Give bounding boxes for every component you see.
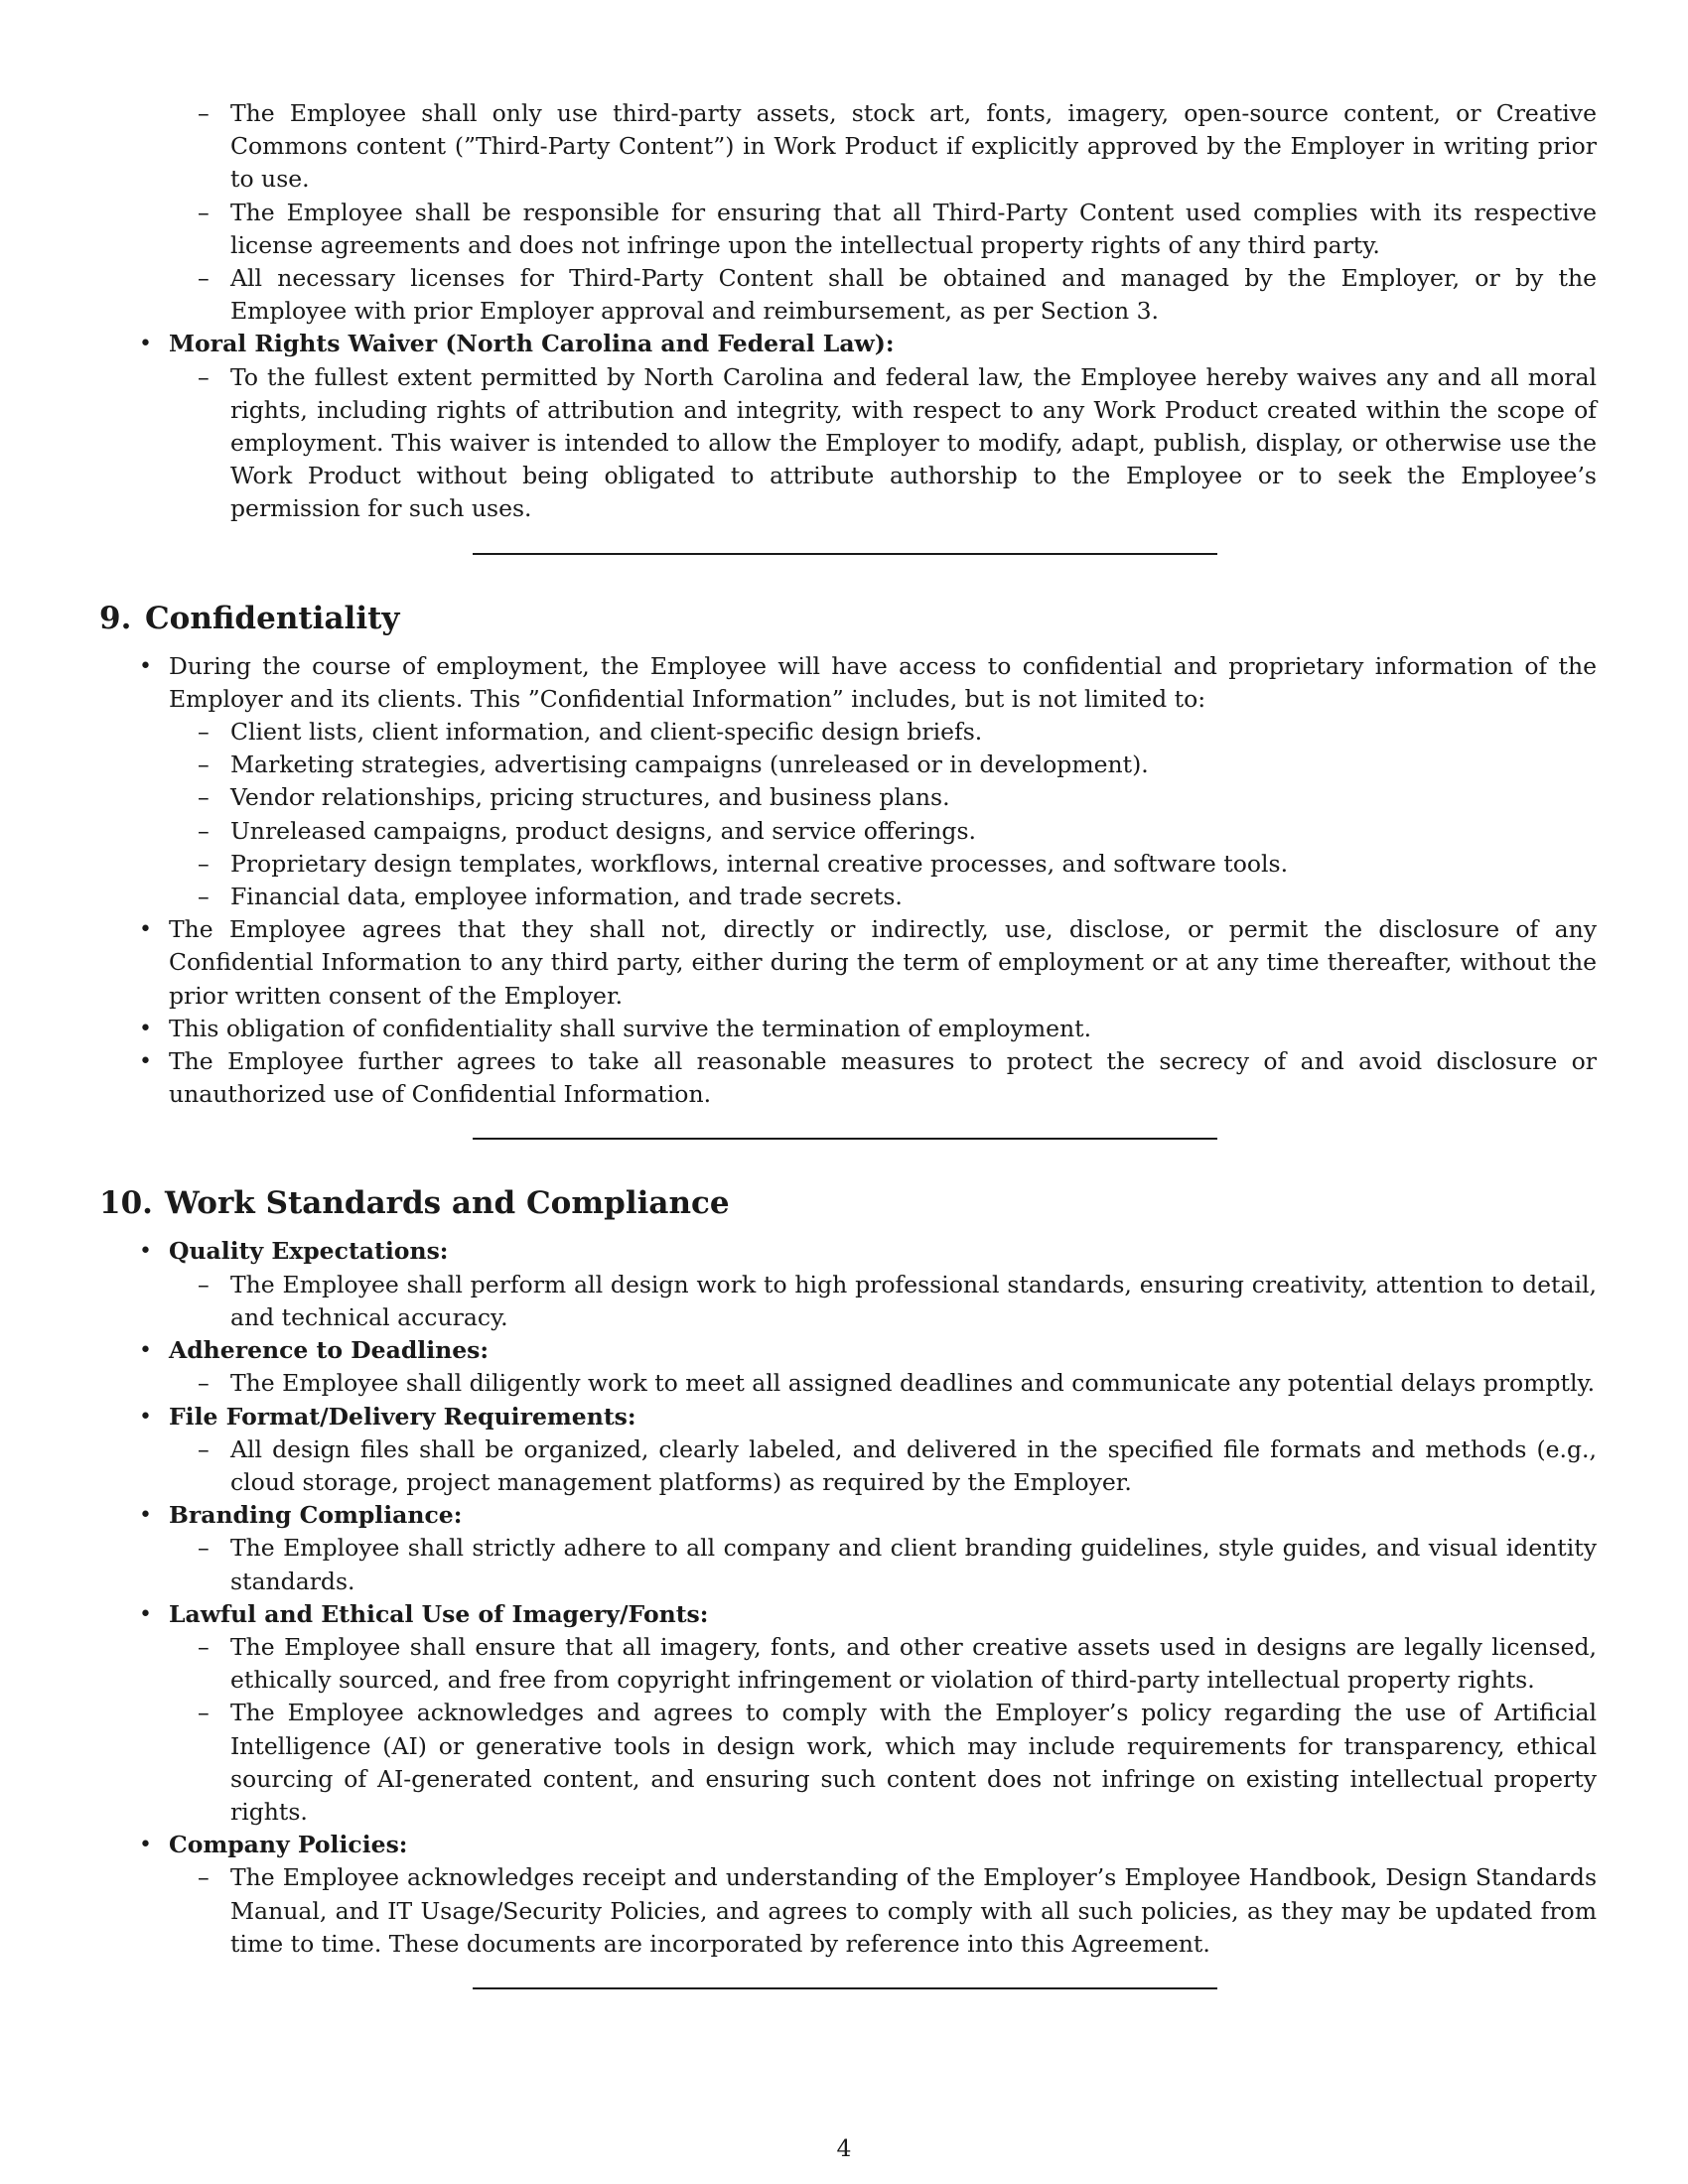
bullet-icon: •: [139, 1049, 152, 1075]
list-item: – Financial data, employee information, and trade secrets.: [169, 881, 1597, 913]
bullet-icon: •: [139, 1338, 152, 1364]
dash-icon: –: [198, 1534, 210, 1563]
dash-icon: –: [198, 1270, 210, 1298]
list-item: [99, 97, 1597, 197]
list-item: [99, 1334, 1597, 1400]
list-item: [99, 1499, 1597, 1598]
group-heading: Branding Compliance:: [169, 1501, 463, 1530]
dash-icon: –: [198, 99, 210, 127]
list-item: – Proprietary design templates, workflows, internal creative processes, and software tools.: [169, 848, 1597, 881]
dash-icon: –: [198, 198, 210, 226]
bullet-icon: •: [139, 1404, 152, 1430]
list-item-text: All necessary licenses for Third-Party Content shall be obtained and managed by the Employer, or by the Employee with prior Employer approval and reimbursement, as per Section 3.: [230, 264, 1597, 326]
dash-icon: –: [198, 883, 210, 911]
list-item: [99, 328, 1597, 525]
list-item: – Vendor relationships, pricing structures, and business plans.: [169, 781, 1597, 814]
list-item: [99, 262, 1597, 328]
bullet-icon: •: [139, 1239, 152, 1265]
moral-rights-heading: Moral Rights Waiver (North Carolina and Federal Law):: [169, 330, 895, 358]
dash-icon: –: [198, 1369, 210, 1398]
dash-icon: –: [198, 1863, 210, 1892]
dash-icon: –: [198, 783, 210, 812]
bullet-icon: •: [139, 1016, 152, 1041]
moral-rights-list: [99, 328, 1597, 525]
list-item: – The Employee shall ensure that all imagery, fonts, and other creative assets used in designs are legally licensed, ethically sourced, and free from copyright infringement or violation of third-party intellectual property rights.: [198, 1632, 1597, 1695]
section-9-title: 9. Confidentiality: [99, 600, 400, 636]
group-heading: Adherence to Deadlines:: [169, 1336, 490, 1365]
section-10-title: 10. Work Standards and Compliance: [99, 1185, 730, 1222]
list-item: – Unreleased campaigns, product designs, and service offerings.: [169, 815, 1597, 848]
dash-icon: –: [198, 264, 210, 293]
list-item: – The Employee shall diligently work to meet all assigned deadlines and communicate any potential delays promptly.: [169, 1367, 1597, 1400]
confidentiality-intro: During the course of employment, the Employee will have access to confidential and proprietary information of the Employer and its clients. This ”Confidential Information” includes, but is not limited to:: [169, 651, 1597, 713]
third-party-content-list: [99, 97, 1597, 328]
list-item: – The Employee acknowledges and agrees to comply with the Employer’s policy regarding the use of Artificial Intelligence (AI) or generative tools in design work, which may include requirements for transparency, ethical sourcing of AI-generated content, and ensuring such content does not infringe on existing intellectual property rights.: [198, 1699, 1597, 1826]
bullet-icon: •: [139, 1503, 152, 1529]
dash-icon: –: [198, 1632, 210, 1661]
section-divider: [473, 1987, 1217, 1989]
dash-icon: –: [198, 718, 210, 747]
work-standards-list: [99, 1235, 1597, 1960]
moral-rights-text: To the fullest extent permitted by North Carolina and federal law, the Employee hereby waives any and all moral rights, including rights of attribution and integrity, with respect to any Work Product created within the scope of employment. This waiver is intended to allow the Employer to modify, adapt, publish, display, or otherwise use the Work Product without being obligated to attribute authorship to the Employee or to seek the Employee’s permission for such uses.: [230, 362, 1597, 523]
list-item: – Marketing strategies, advertising campaigns (unreleased or in development).: [169, 749, 1597, 781]
list-item: [99, 1829, 1597, 1961]
dash-icon: –: [198, 1434, 210, 1463]
dash-icon: –: [198, 816, 210, 845]
list-item: [99, 197, 1597, 262]
list-item-text: The Employee shall only use third-party assets, stock art, fonts, imagery, open-source content, or Creative Commons content (”Third-Party Content”) in Work Product if explicitly approved by the Employer in writing prior to use.: [230, 99, 1597, 194]
list-item-text: The Employee shall be responsible for ensuring that all Third-Party Content used complies with its respective license agreements and does not infringe upon the intellectual property rights of any third party.: [230, 198, 1597, 259]
bullet-icon: •: [139, 332, 152, 357]
list-item: – The Employee acknowledges receipt and understanding of the Employer’s Employee Handbook, Design Standards Manual, and IT Usage/Security Policies, and agrees to comply with all such policies, as they may be updated from time to time. These documents are incorporated by reference into this Agreement.: [198, 1863, 1597, 1958]
group-heading: Company Policies:: [169, 1831, 408, 1859]
list-item: – Client lists, client information, and client-specific design briefs.: [169, 716, 1597, 749]
document-page: [99, 97, 1597, 1989]
list-item: • This obligation of confidentiality shall survive the termination of employment.: [99, 1013, 1597, 1045]
list-item: [99, 650, 1597, 914]
bullet-icon: •: [139, 1833, 152, 1858]
list-item: • The Employee agrees that they shall not, directly or indirectly, use, disclose, or permit the disclosure of any Confidential Information to any third party, either during the term of employment or at any time thereafter, without the prior written consent of the Employer.: [139, 915, 1597, 1010]
dash-icon: –: [198, 849, 210, 878]
group-heading: Lawful and Ethical Use of Imagery/Fonts:: [169, 1599, 709, 1628]
dash-icon: –: [198, 1699, 210, 1727]
confidentiality-list: [99, 650, 1597, 1112]
section-divider: [473, 1138, 1217, 1140]
bullet-icon: •: [139, 917, 152, 943]
dash-icon: –: [198, 362, 210, 391]
list-item: – The Employee shall perform all design work to high professional standards, ensuring creativity, attention to detail, and technical accuracy.: [198, 1270, 1597, 1331]
page-number: 4: [836, 2134, 852, 2162]
bullet-icon: •: [139, 1601, 152, 1627]
group-heading: File Format/Delivery Requirements:: [169, 1402, 636, 1431]
bullet-icon: •: [139, 653, 152, 679]
list-item: [99, 1401, 1597, 1500]
list-item: [99, 1598, 1597, 1829]
list-item: [169, 361, 1597, 526]
group-heading: Quality Expectations:: [169, 1237, 449, 1266]
list-item: [99, 1235, 1597, 1334]
list-item: – All design files shall be organized, clearly labeled, and delivered in the specified file formats and methods (e.g., cloud storage, project management platforms) as required by the Employer.: [198, 1434, 1597, 1496]
dash-icon: –: [198, 751, 210, 779]
list-item: – The Employee shall strictly adhere to all company and client branding guidelines, style guides, and visual identity standards.: [198, 1534, 1597, 1595]
section-divider: [473, 553, 1217, 555]
list-item: • The Employee further agrees to take all reasonable measures to protect the secrecy of and avoid disclosure or unauthorized use of Confidential Information.: [139, 1047, 1597, 1109]
